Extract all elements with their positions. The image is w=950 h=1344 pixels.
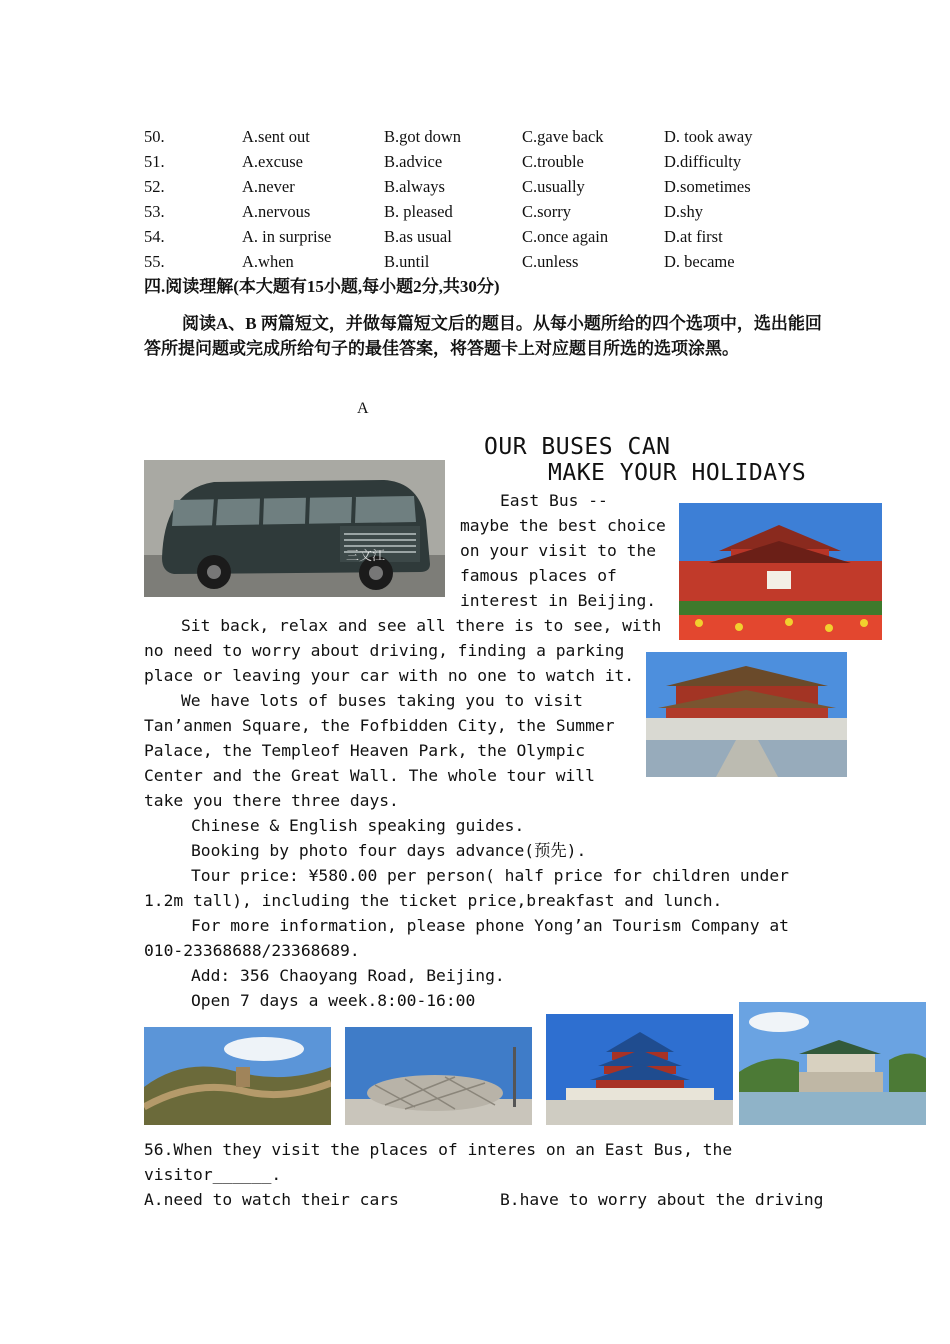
option-a: A.never — [242, 177, 295, 196]
option-c: C.gave back — [522, 127, 604, 146]
question-number: 51. — [144, 152, 165, 171]
question-number: 53. — [144, 202, 165, 221]
birds-nest-photo — [345, 1027, 532, 1125]
question-number: 55. — [144, 252, 165, 271]
passage-line: no need to worry about driving, finding a parking — [144, 641, 625, 660]
photo-watermark: 三文江 — [346, 548, 386, 563]
question-56-option-a: A.need to watch their cars — [144, 1190, 399, 1209]
option-d: D.at first — [664, 227, 723, 246]
option-d: D.sometimes — [664, 177, 751, 196]
option-row — [144, 249, 824, 274]
passage-line: Open 7 days a week.8:00-16:00 — [191, 991, 476, 1010]
option-a: A.sent out — [242, 127, 310, 146]
option-b: B.got down — [384, 127, 462, 146]
option-a: A.excuse — [242, 152, 303, 171]
passage-line: Tour price: ¥580.00 per person( half price for children under — [191, 866, 789, 885]
option-a: A.when — [242, 252, 294, 271]
option-d: D.shy — [664, 202, 703, 221]
passage-line: interest in Beijing. — [460, 591, 657, 610]
section-title: 四.阅读理解(本大题有15小题,每小题2分,共30分) — [144, 277, 500, 296]
passage-line: Chinese & English speaking guides. — [191, 816, 525, 835]
passage-line: Tan’anmen Square, the Fofbidden City, the Summer — [144, 716, 615, 735]
option-c: C.sorry — [522, 202, 572, 221]
question-56-stem: 56.When they visit the places of interes on an East Bus, the — [144, 1140, 733, 1159]
forbidden-city-photo — [646, 652, 847, 777]
passage-line: Center and the Great Wall. The whole tour will — [144, 766, 595, 785]
great-wall-photo — [144, 1027, 331, 1125]
question-56-stem-cont: visitor______. — [144, 1165, 282, 1184]
question-number: 54. — [144, 227, 165, 246]
option-row — [144, 149, 824, 174]
option-d: D. became — [664, 252, 735, 271]
passage-label: A — [357, 400, 369, 417]
option-a: A.nervous — [242, 202, 311, 221]
summer-palace-photo — [739, 1002, 926, 1125]
passage-line: 010-23368688/23368689. — [144, 941, 360, 960]
option-row — [144, 199, 824, 224]
passage-line: 1.2m tall), including the ticket price,breakfast and lunch. — [144, 891, 723, 910]
question-number: 50. — [144, 127, 165, 146]
option-b: B.advice — [384, 152, 443, 171]
option-c: C.unless — [522, 252, 579, 271]
passage-line: place or leaving your car with no one to watch it. — [144, 666, 635, 685]
passage-line: We have lots of buses taking you to visit — [181, 691, 583, 710]
bus-photo — [144, 460, 445, 597]
passage-line: For more information, please phone Yong’an Tourism Company at — [191, 916, 789, 935]
passage-line: Booking by photo four days advance(预先). — [191, 841, 587, 860]
passage-line: famous places of — [460, 566, 617, 585]
option-b: B.always — [384, 177, 445, 196]
option-row — [144, 174, 824, 199]
tiananmen-photo — [679, 503, 882, 640]
passage-line: on your visit to the — [460, 541, 657, 560]
temple-of-heaven-photo — [546, 1014, 733, 1125]
question-56-option-b: B.have to worry about the driving — [500, 1190, 824, 1209]
section-instruction: 阅读A、B 两篇短文，并做每篇短文后的题目。从每小题所给的四个选项中，选出能回答所提问题或完成所给句子的最佳答案，将答题卡上对应题目所选的选项涂黑。 — [144, 314, 822, 358]
passage-line: Palace, the Templeof Heaven Park, the Olympic — [144, 741, 586, 760]
option-a: A. in surprise — [242, 227, 332, 246]
option-row — [144, 124, 824, 149]
passage-line: take you there three days. — [144, 791, 399, 810]
passage-line: Add: 356 Chaoyang Road, Beijing. — [191, 966, 505, 985]
passage-line: East Bus -- — [500, 491, 608, 510]
question-number: 52. — [144, 177, 165, 196]
headline-line-2: MAKE YOUR HOLIDAYS — [548, 460, 807, 486]
option-d: D.difficulty — [664, 152, 742, 171]
option-b: B.as usual — [384, 227, 452, 246]
option-b: B. pleased — [384, 202, 453, 221]
passage-line: maybe the best choice — [460, 516, 666, 535]
option-c: C.once again — [522, 227, 609, 246]
option-d: D. took away — [664, 127, 753, 146]
passage-line: Sit back, relax and see all there is to see, with — [181, 616, 662, 635]
headline-line-1: OUR BUSES CAN — [484, 434, 671, 460]
answer-options — [144, 124, 824, 274]
option-c: C.trouble — [522, 152, 584, 171]
option-b: B.until — [384, 252, 430, 271]
option-c: C.usually — [522, 177, 585, 196]
option-row — [144, 224, 824, 249]
